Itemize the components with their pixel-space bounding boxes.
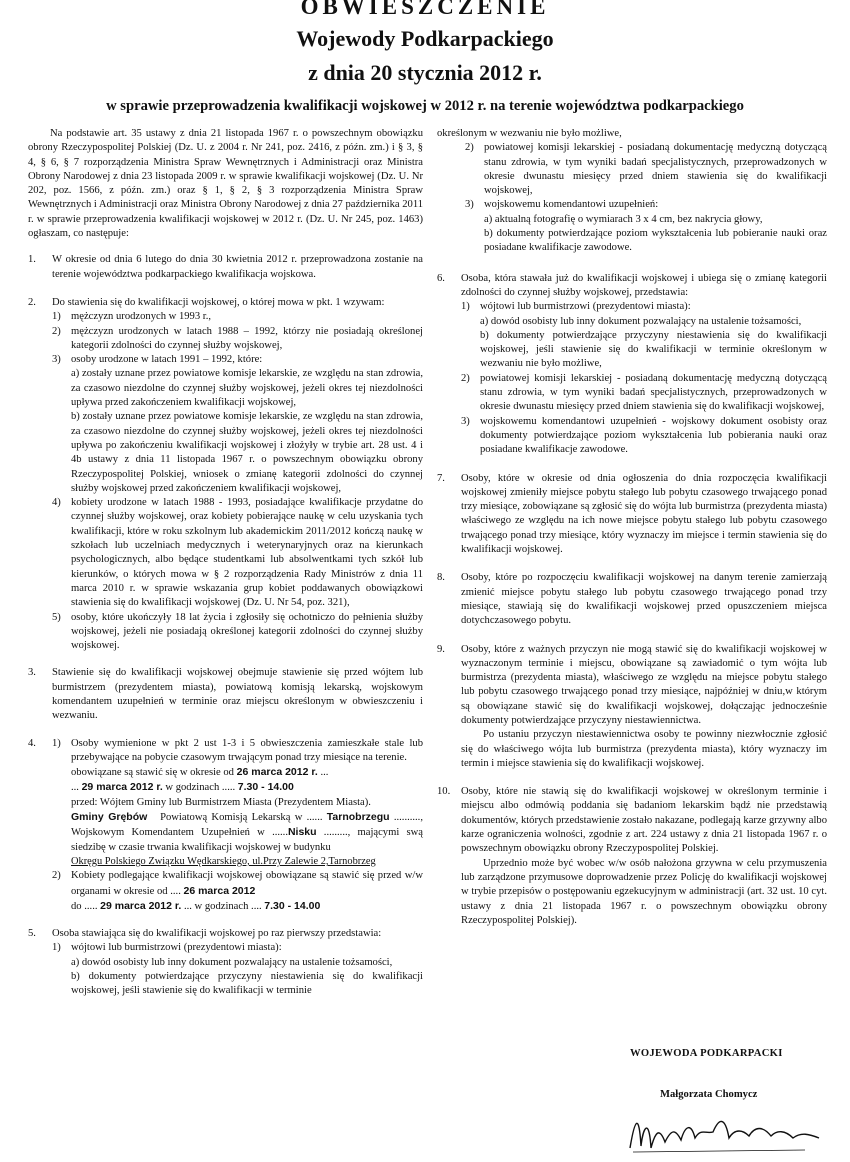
list-label: 1) <box>52 311 61 323</box>
filled-place-2: Nisku <box>287 826 317 839</box>
list-label: 1) <box>461 301 470 313</box>
list-label: 2) <box>461 372 470 384</box>
list-item <box>52 941 423 998</box>
women-period-line-2: do ..... 29 marca 2012 r. ... w godzinach .... 7.30 - 14.00 <box>71 899 321 912</box>
period-label: obowiązane są stawić się w okresie od <box>71 767 234 779</box>
paragraph-4 <box>28 737 423 915</box>
list-item <box>52 325 423 354</box>
list-text: wójtowi lub burmistrzowi (prezydentowi miasta): <box>71 942 282 954</box>
list-text: wojskowemu komendantowi uzupełnień: <box>484 199 659 211</box>
hours-label: w godzinach <box>165 782 220 794</box>
paragraph-number: 4. <box>28 737 36 749</box>
list-item <box>437 198 827 255</box>
paragraph-9 <box>437 643 827 772</box>
sub-item-a: a) dowód osobisty lub inny dokument pozwalający na ustalenie tożsamości, <box>480 315 802 327</box>
list-label: 3) <box>52 354 61 366</box>
subject-heading: w sprawie przeprowadzenia kwalifikacji wojskowej w 2012 r. na terenie województwa podkarpackiego <box>106 98 744 114</box>
filled-gmina: Gminy Grębów <box>71 811 148 824</box>
sub-item-b: b) zostały uznane przez powiatowe komisje lekarskie, ze względu na stan zdrowia, za czasowo niezdolne do czynnej służby wojskowej, jeżeli okres tej niezdolności upływa po zakończeniu kwalifikacji wojskowej i złożyły w trybie art. 28 ust. 4 i 4b ustawy z dnia 11 listopada 1967 r. o powszechnym obowiązku obrony Rzeczypospolitej Polskiej, wniosek o zmianę kategorii zdolności do czynnej służby wojskowej przed zakończeniem kwalifikacji wojskowej, <box>71 411 423 494</box>
list-text: osoby urodzone w latach 1991 – 1992, które: <box>71 354 263 366</box>
authority-label: Wojskowym Komendantem Uzupełnień w <box>71 827 265 839</box>
sub-item-a: a) zostały uznane przez powiatowe komisje lekarskie, ze względu na stan zdrowia, za czasowo niezdolne do czynnej służby wojskowej, jeżeli okres tej niezdolności upływa przed zakończeniem kwalifikacji wojskowej, <box>71 368 423 409</box>
list-text: Osoby wymienione w pkt 2 ust 1-3 i 5 obwieszczenia zamieszkałe stale lub przebywające na pobycie czasowym trwającym ponad trzy miesiące na terenie. <box>71 737 423 763</box>
filled-date-from: 26 marca 2012 r. <box>236 766 318 779</box>
list-item <box>461 372 827 415</box>
paragraph-2 <box>28 296 423 653</box>
list-item <box>52 869 423 914</box>
paragraph-text-2: Uprzednio może być wobec w/w osób nałożona grzywna w celu przymuszenia lub zarządzone przymusowe doprowadzenie przez Policję do kwalifikacji wojskowej w trybie przepisów o postępowaniu egzekucyjnym w administracji (art. 32 ust. 10 cyt. ustawy z dnia 21 listopada 1967 r. o powszechnym obowiązku obrony Rzeczypospolitej Polskiej). <box>461 857 827 926</box>
authority-label: mającymi swą siedzibę w czasie trwania kwalifikacji wojskowej w budynku <box>71 827 423 853</box>
paragraph-number: 6. <box>437 272 445 284</box>
paragraph-text-2: Po ustaniu przyczyn niestawiennictwa osoby te powinny niezwłocznie zgłosić się do właściwego wójta lub burmistrza (prezydenta miasta), który wyznaczy im termin i miejsce stawienia się do kwalifikacji wojskowej. <box>461 729 827 769</box>
left-column <box>28 127 423 999</box>
list-text: mężczyzn urodzonych w latach 1988 – 1992, którzy nie posiadają określonej kategorii zdolności do czynnej służby wojskowej, <box>71 325 423 351</box>
list-label: 3) <box>465 199 474 211</box>
paragraph-text: W okresie od dnia 6 lutego do dnia 30 kwietnia 2012 r. przeprowadzona zostanie na terenie województwa podkarpackiego kwalifikacja wojskowa. <box>52 254 423 280</box>
list-item <box>461 300 827 371</box>
list-label: 3) <box>461 415 470 427</box>
sub-item-b: b) dokumenty potwierdzające przyczyny niestawienia się do kwalifikacji wojskowej, jeśli stawienie się do kwalifikacji w terminie określonym w wezwaniu nie było możliwe, <box>480 329 827 370</box>
paragraph-8 <box>437 571 827 628</box>
intro-paragraph: Na podstawie art. 35 ustawy z dnia 21 listopada 1967 r. o powszechnym obowiązku obrony Rzeczypospolitej Polskiej (Dz. U. z 2004 r. Nr 241, poz. 2416, z późn. zm.) i § 3, § 4, § 6, § 7 rozporządzenia Ministra Spraw Wewnętrznych i Administracji oraz Ministra Obrony Narodowej z dnia 23 listopada 2009 r. w sprawie kwalifikacji wojskowej (Dz. U. Nr 202, poz. 1566, z późn. zm.) oraz § 1, § 2, § 3 rozporządzenia Ministra Spraw Wewnętrznych i Administracji oraz Ministra Obrony Narodowej z dnia 27 października 2011 r. w sprawie przeprowadzenia kwalifikacji wojskowej w 2012 r. (Dz. U. Nr 245, poz. 1463) ogłaszam, co następuje: <box>28 128 424 240</box>
paragraph-text: Osoby, które w okresie od dnia ogłoszenia do dnia rozpoczęcia kwalifikacji wojskowej zmieniły miejsce pobytu stałego lub pobytu czasowego trwającego ponad trzy miesiące, zobowiązane są zgłosić się do wójta lub burmistrza (prezydenta miasta) właściwego ze względu na ich nowe miejsce pobytu stałego lub pobytu czasowego trwającego ponad trzy miesiące, który wyznaczy im miejsce i termin stawienia się do kwalifikacji wojskowej. <box>461 472 827 556</box>
paragraph-1 <box>28 253 423 282</box>
paragraph-7 <box>437 472 827 558</box>
document-title: OBWIESZCZENIE <box>300 0 550 19</box>
list-text: powiatowej komisji lekarskiej - posiadaną dokumentację medyczną dotyczącą stanu zdrowia, w tym wyniki badań specjalistycznych, przeprowadzonych w okresie dwunastu miesięcy przed dniem stawienia się do kwalifikacji wojskowej, <box>480 372 827 413</box>
list-text: Kobiety podlegające kwalifikacji wojskowej obowiązane są stawić się przed w/w organami w okresie od <box>71 870 423 897</box>
paragraph-number: 3. <box>28 667 36 679</box>
paragraph-text: Osoby, które nie stawią się do kwalifikacji wojskowej w określonym terminie i miejscu albo odmówią poddania się badaniom lekarskim bądź nie przedstawią dokumentów, których przedstawienie zostało nakazane, podlegają karze grzywny albo karze ograniczenia wolności, zgodnie z art. 224 ustawy z dnia 21 listopada 1967 r. o powszechnym obowiązku obrony Rzeczypospolitej Polskiej. <box>461 786 827 855</box>
list-label: 1) <box>52 737 61 749</box>
list-item <box>461 415 827 458</box>
list-label: 1) <box>52 942 61 954</box>
sub-item-b: b) dokumenty potwierdzające przyczyny niestawienia się do kwalifikacji wojskowej, jeśli stawienie się do kwalifikacji w terminie <box>71 971 423 997</box>
paragraph-number: 1. <box>28 254 36 266</box>
list-label: 4) <box>52 497 61 509</box>
paragraph-text: Stawienie się do kwalifikacji wojskowej obejmuje stawienie się przed wójtem lub burmistrzem (prezydentem miasta), powiatową komisją lekarską, wojskowym komendantem uzupełnień w terminie oraz miejscu określonym w obwieszczeniu i wezwaniu. <box>52 667 423 722</box>
filled-hours-women: 7.30 - 14.00 <box>264 899 321 912</box>
authority-line: Gminy Grębów Powiatową Komisją Lekarską w ...... Tarnobrzegu .........., Wojskowym Komendantem Uzupełnień w ......Nisku ........., mającymi swą siedzibę w czasie trwania kwalifikacji wojskowej w budynku <box>71 811 423 853</box>
filled-hours: 7.30 - 14.00 <box>237 781 294 794</box>
list-item <box>437 141 827 198</box>
continued-text: określonym w wezwaniu nie było możliwe, <box>437 128 622 139</box>
paragraph-number: 7. <box>437 472 445 484</box>
list-text: powiatowej komisji lekarskiej - posiadaną dokumentację medyczną dotyczącą stanu zdrowia, w tym wyniki badań specjalistycznych, przeprowadzonych w okresie dwunastu miesięcy przed dniem stawienia się do kwalifikacji wojskowej, <box>484 142 827 197</box>
paragraph-lead: Do stawienia się do kwalifikacji wojskowej, o której mowa w pkt. 1 wzywam: <box>52 296 385 308</box>
paragraph-number: 5. <box>28 928 36 940</box>
paragraph-number: 9. <box>437 643 445 655</box>
list-item <box>52 353 423 496</box>
hours-label: w godzinach <box>194 900 249 912</box>
date-heading: z dnia 20 stycznia 2012 r. <box>308 60 542 85</box>
right-column <box>437 127 827 928</box>
paragraph-number: 2. <box>28 296 36 308</box>
filled-date-to-women: 29 marca 2012 r. <box>100 899 182 912</box>
list-text: wojskowemu komendantowi uzupełnień - wojskowy dokument osobisty oraz dokumenty potwierdzające poziom wykształcenia lub pobierania nauki oraz posiadane kwalifikacje zawodowe. <box>480 415 827 456</box>
list-text: mężczyzn urodzonych w 1993 r., <box>71 311 212 323</box>
list-item <box>52 496 423 610</box>
filled-date-from-women: 26 marca 2012 <box>183 884 256 897</box>
list-item <box>52 611 423 654</box>
signatory-office: WOJEWODA PODKARPACKI <box>630 1048 783 1059</box>
list-text: wójtowi lub burmistrzowi (prezydentowi miasta): <box>480 301 691 313</box>
women-period-line: Kobiety podlegające kwalifikacji wojskowej obowiązane są stawić się przed w/w organami w okresie od .... 26 marca 2012 <box>71 870 423 897</box>
list-text: kobiety urodzone w latach 1988 - 1993, posiadające kwalifikacje przydatne do czynnej służby wojskowej, oraz kobiety pobierające naukę w celu uzyskania tych kwalifikacji, które w roku szkolnym lub akademickim 2011/2012 kończą naukę w szkołach lub uczelniach medycznych i weterynaryjnych oraz na kierunkach psychologicznych, albo będące studentkami lub absolwentkami tych szkół lub kierunków, o których mowa w § 2 rozporządzenia Rady Ministrów z dnia 11 marca 2010 r. w sprawie wskazania grup kobiet poddawanych obowiązkowi stawienia się do kwalifikacji wojskowej (Dz. U. Nr 54, poz. 321), <box>71 497 423 609</box>
paragraph-text: Osoby, które po rozpoczęciu kwalifikacji wojskowej na danym terenie zamierzają zmienić miejsce pobytu stałego lub pobytu czasowego trwającego ponad trzy miesiące, stawiają się do kwalifikacji wojskowej przed opuszczeniem miejsca dotychczasowego pobytu. <box>461 572 827 627</box>
list-label: 2) <box>52 325 61 337</box>
list-label: 2) <box>465 142 474 154</box>
sub-item-a: a) dowód osobisty lub inny dokument pozwalający na ustalenie tożsamości, <box>71 956 393 968</box>
period-line: obowiązane są stawić się w okresie od 26 marca 2012 r. ... <box>71 766 329 779</box>
paragraph-number: 10. <box>437 786 451 798</box>
issuer-heading: Wojewody Podkarpackiego <box>296 26 554 51</box>
list-item <box>52 310 423 324</box>
list-label: 5) <box>52 611 61 623</box>
paragraph-text: Osoby, które z ważnych przyczyn nie mogą stawić się do kwalifikacji wojskowej w wyznaczonym terminie i miejscu, obowiązane są zawiadomić o tym wójta lub burmistrza (prezydenta miasta), właściwego ze względu na miejsce pobytu stałego lub pobytu czasowego trwającego ponad trzy miesiące, najpóźniej w dniu,w którym są obowiązane stawić się do kwalifikacji wojskowej, dołączając jednocześnie dokumenty potwierdzające przyczyny niestawiennictwa. <box>461 643 827 726</box>
filled-place-1: Tarnobrzegu <box>326 811 390 824</box>
paragraph-number: 8. <box>437 572 445 584</box>
paragraph-lead: Osoba stawiająca się do kwalifikacji wojskowej po raz pierwszy przedstawia: <box>52 928 382 940</box>
paragraph-6 <box>437 272 827 458</box>
list-text: osoby, które ukończyły 18 lat życia i zgłosiły się ochotniczo do pełnienia służby wojskowej, jeżeli nie posiadają określonej kategorii zdolności do czynnej służby wojskowej. <box>71 611 423 652</box>
paragraph-5 <box>28 927 423 998</box>
list-label: 2) <box>52 870 61 882</box>
filled-date-to: 29 marca 2012 r. <box>81 781 163 794</box>
signatory-name: Małgorzata Chomycz <box>660 1089 758 1100</box>
paragraph-10 <box>437 785 827 928</box>
sub-item-b: b) dokumenty potwierdzające poziom wykształcenia lub pobieranie nauki oraz posiadane kwalifikacje zawodowe. <box>484 228 827 254</box>
paragraph-lead: Osoba, która stawała już do kwalifikacji wojskowej i ubiega się o zmianę kategorii zdolności do czynnej służby wojskowej, przedstawia: <box>461 272 827 298</box>
list-item <box>52 737 423 870</box>
handwritten-signature <box>625 1108 825 1156</box>
period-line-2: ... 29 marca 2012 r. w godzinach ..... 7.30 - 14.00 <box>71 781 294 794</box>
filled-address: Okręgu Polskiego Związku Wędkarskiego, ul.Przy Zalewie 2,Tarnobrzeg <box>71 855 376 867</box>
authority-label: Powiatową Komisją Lekarską w <box>160 812 303 824</box>
paragraph-3 <box>28 666 423 723</box>
sub-item-a: a) aktualną fotografię o wymiarach 3 x 4 cm, bez nakrycia głowy, <box>484 213 763 225</box>
list-text: przed: Wójtem Gminy lub Burmistrzem Miasta (Prezydentem Miasta). <box>71 796 371 808</box>
paragraph-5-continued <box>437 127 827 256</box>
